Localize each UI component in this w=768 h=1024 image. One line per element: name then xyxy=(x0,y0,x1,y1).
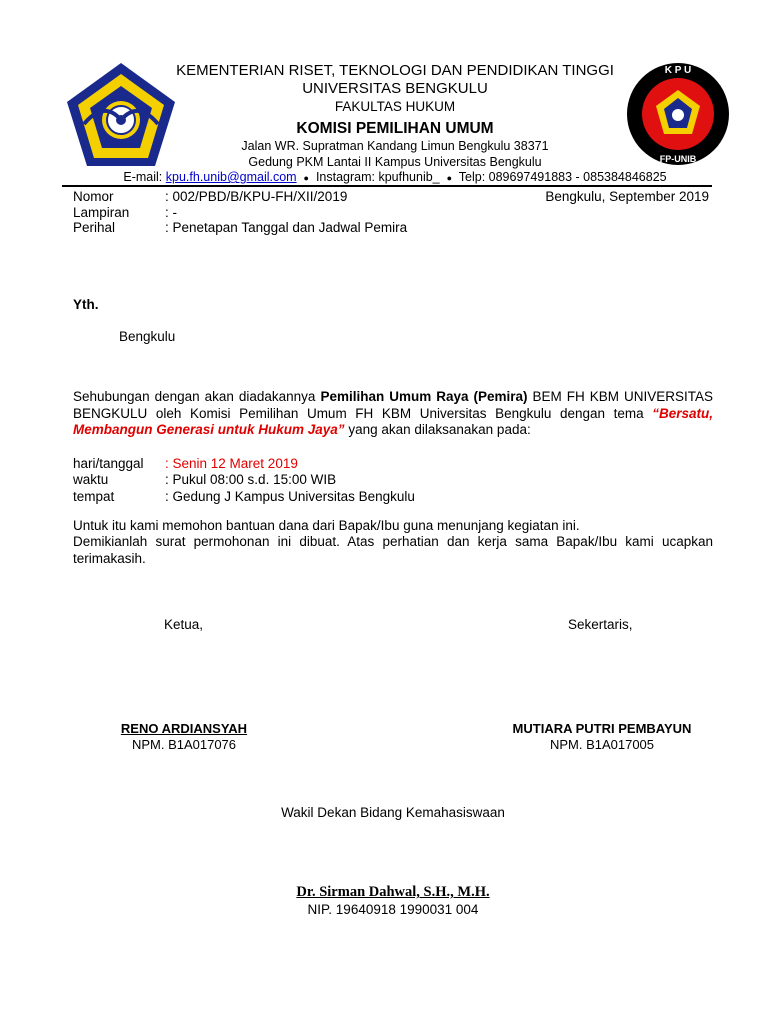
schedule-value: : Gedung J Kampus Universitas Bengkulu xyxy=(165,489,415,504)
schedule-value: : Senin 12 Maret 2019 xyxy=(165,456,298,471)
nomor-value: : 002/PBD/B/KPU-FH/XII/2019 xyxy=(165,189,348,204)
schedule-label: tempat xyxy=(73,489,115,504)
addressee-yth: Yth. xyxy=(73,297,99,312)
instagram-text: Instagram: kpufhunib_ xyxy=(315,170,440,184)
event-theme: “Bersatu, Membangun Generasi untuk Hukum Jaya” xyxy=(73,405,713,437)
telp-text: Telp: 089697491883 - 085384846825 xyxy=(458,170,667,184)
chair-npm: NPM. B1A017076 xyxy=(131,737,237,752)
schedule-value: : Pukul 08:00 s.d. 15:00 WIB xyxy=(165,472,337,487)
body-paragraph-3: Demikianlah surat permohonan ini dibuat. Atas perhatian dan kerja sama Bapak/Ibu kami ucapkan terimakasih. xyxy=(73,534,713,566)
body-paragraph-2: Untuk itu kami memohon bantuan dana dari Bapak/Ibu guna menunjang kegiatan ini. xyxy=(73,518,580,533)
kpu-logo xyxy=(626,60,730,168)
email-link[interactable]: kpu.fh.unib@gmail.com xyxy=(165,170,297,184)
body-p1-text-b: BEM FH KBM UNIVERSITAS BENGKULU oleh Komisi Pemilihan Umum FH KBM Universitas Bengkulu dengan tema xyxy=(73,389,713,421)
kpu-logo-bottom-text: FP-UNIB xyxy=(659,154,697,164)
letterhead-commission: KOMISI PEMILIHAN UMUM xyxy=(296,120,494,137)
body-p1-text-a: Sehubungan dengan akan diadakannya xyxy=(73,389,316,404)
nomor-label: Nomor xyxy=(73,189,114,204)
schedule-label: waktu xyxy=(73,472,109,487)
chair-name: RENO ARDIANSYAH xyxy=(120,721,248,736)
kpu-logo-top-text: K P U xyxy=(664,65,692,76)
secretary-npm: NPM. B1A017005 xyxy=(549,737,655,752)
lampiran-value: : - xyxy=(165,205,177,220)
letterhead-faculty: FAKULTAS HUKUM xyxy=(334,99,456,114)
body-p1-event: Pemilihan Umum Raya (Pemira) xyxy=(320,389,528,404)
bullet-icon: ● xyxy=(303,173,309,183)
dean-role: Wakil Dekan Bidang Kemahasiswaan xyxy=(281,805,505,820)
letter-date: Bengkulu, September 2019 xyxy=(545,189,709,204)
perihal-label: Perihal xyxy=(73,220,116,235)
dean-name: Dr. Sirman Dahwal, S.H., M.H. xyxy=(296,884,490,900)
letterhead-address-1: Jalan WR. Supratman Kandang Limun Bengkulu 38371 xyxy=(241,139,549,153)
secretary-role: Sekertaris, xyxy=(568,617,633,632)
letterhead-address-2: Gedung PKM Lantai II Kampus Universitas Bengkulu xyxy=(248,155,542,169)
dean-nip: NIP. 19640918 1990031 004 xyxy=(307,902,479,917)
perihal-value: : Penetapan Tanggal dan Jadwal Pemira xyxy=(165,220,408,235)
schedule-label: hari/tanggal xyxy=(73,456,144,471)
letterhead-contact xyxy=(60,170,730,186)
letterhead-ministry: KEMENTERIAN RISET, TEKNOLOGI DAN PENDIDIKAN TINGGI xyxy=(176,62,614,79)
bullet-icon: ● xyxy=(446,173,453,183)
body-paragraph-1 xyxy=(73,389,713,439)
lampiran-label: Lampiran xyxy=(73,205,130,220)
secretary-name: MUTIARA PUTRI PEMBAYUN xyxy=(512,721,692,736)
email-label: E-mail: xyxy=(123,170,163,184)
letterhead-university: UNIVERSITAS BENGKULU xyxy=(302,80,488,97)
letterhead-divider xyxy=(62,185,712,187)
chair-role: Ketua, xyxy=(164,617,204,632)
body-p1-text-c: yang akan dilaksanakan pada: xyxy=(348,422,531,437)
addressee-city: Bengkulu xyxy=(119,329,176,344)
